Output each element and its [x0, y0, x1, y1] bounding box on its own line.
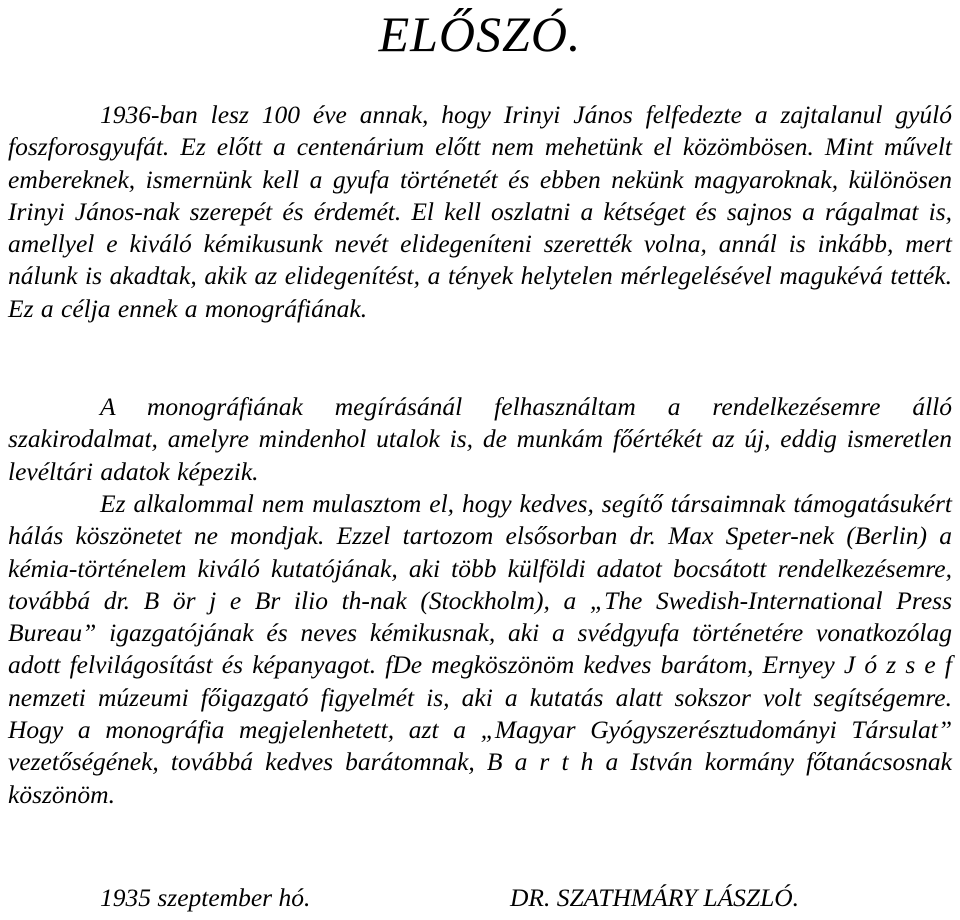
- page-title: ELŐSZÓ.: [378, 6, 582, 62]
- signature-author: DR. SZATHMÁRY LÁSZLÓ.: [510, 883, 800, 912]
- paragraph-intro: 1936-ban lesz 100 éve annak, hogy Irinyi János felfedezte a zajtalanul gyúló foszforosgyufát. Ez előtt a centenárium előtt nem mehetünk el közömbösen. Mint művelt embereknek, ismernünk kell a gyufa történetét és ebben nekünk magyaroknak, különösen Irinyi János-nak szerepét és érdemét. El kell oszlatni a kétséget és sajnos a rágalmat is, amellyel e kiváló kémikusunk nevét elidegeníteni szerették volna, annál is inkább, mert nálunk is akadtak, akik az elidegenítést, a tények helytelen mérlegelésével magukévá tették. Ez a célja ennek a monográfiának.: [8, 100, 952, 323]
- paragraph-sources: A monográfiának megírásánál felhasználtam a rendelkezésemre álló szakirodalmat, amelyre mindenhol utalok is, de munkám főértékét az új, eddig ismeretlen levéltári adatok képezik.: [8, 392, 952, 486]
- signature-date: 1935 szeptember hó.: [100, 883, 311, 912]
- paragraph-acknowledgements: Ez alkalommal nem mulasztom el, hogy kedves, segítő társaimnak támogatásukért hálás köszönetet ne mondjak. Ezzel tartozom elsősorban dr. Max Speter-nek (Berlin) a kémia-történelem kiváló kutatójának, aki több külföldi adatot bocsátott rendelkezésemre, továbbá dr. B ör j e Br ilio th-nak (Stockholm), a „The Swedish-International Press Bureau” igazgatójának és neves kémikusnak, aki a svédgyufa történetére vonatkozólag adott felvilágosítást és képanyagot. fDe megköszönöm kedves barátom, Ernyey J ó z s e f nemzeti múzeumi főigazgató figyelmét is, aki a kutatás alatt sokszor volt segítségemre. Hogy a monográfia megjelenhetett, azt a „Magyar Gyógyszerésztudományi Társulat” vezetőségének, továbbá kedves barátomnak, B a r t h a István kormány főtanácsosnak köszönöm.: [8, 489, 952, 809]
